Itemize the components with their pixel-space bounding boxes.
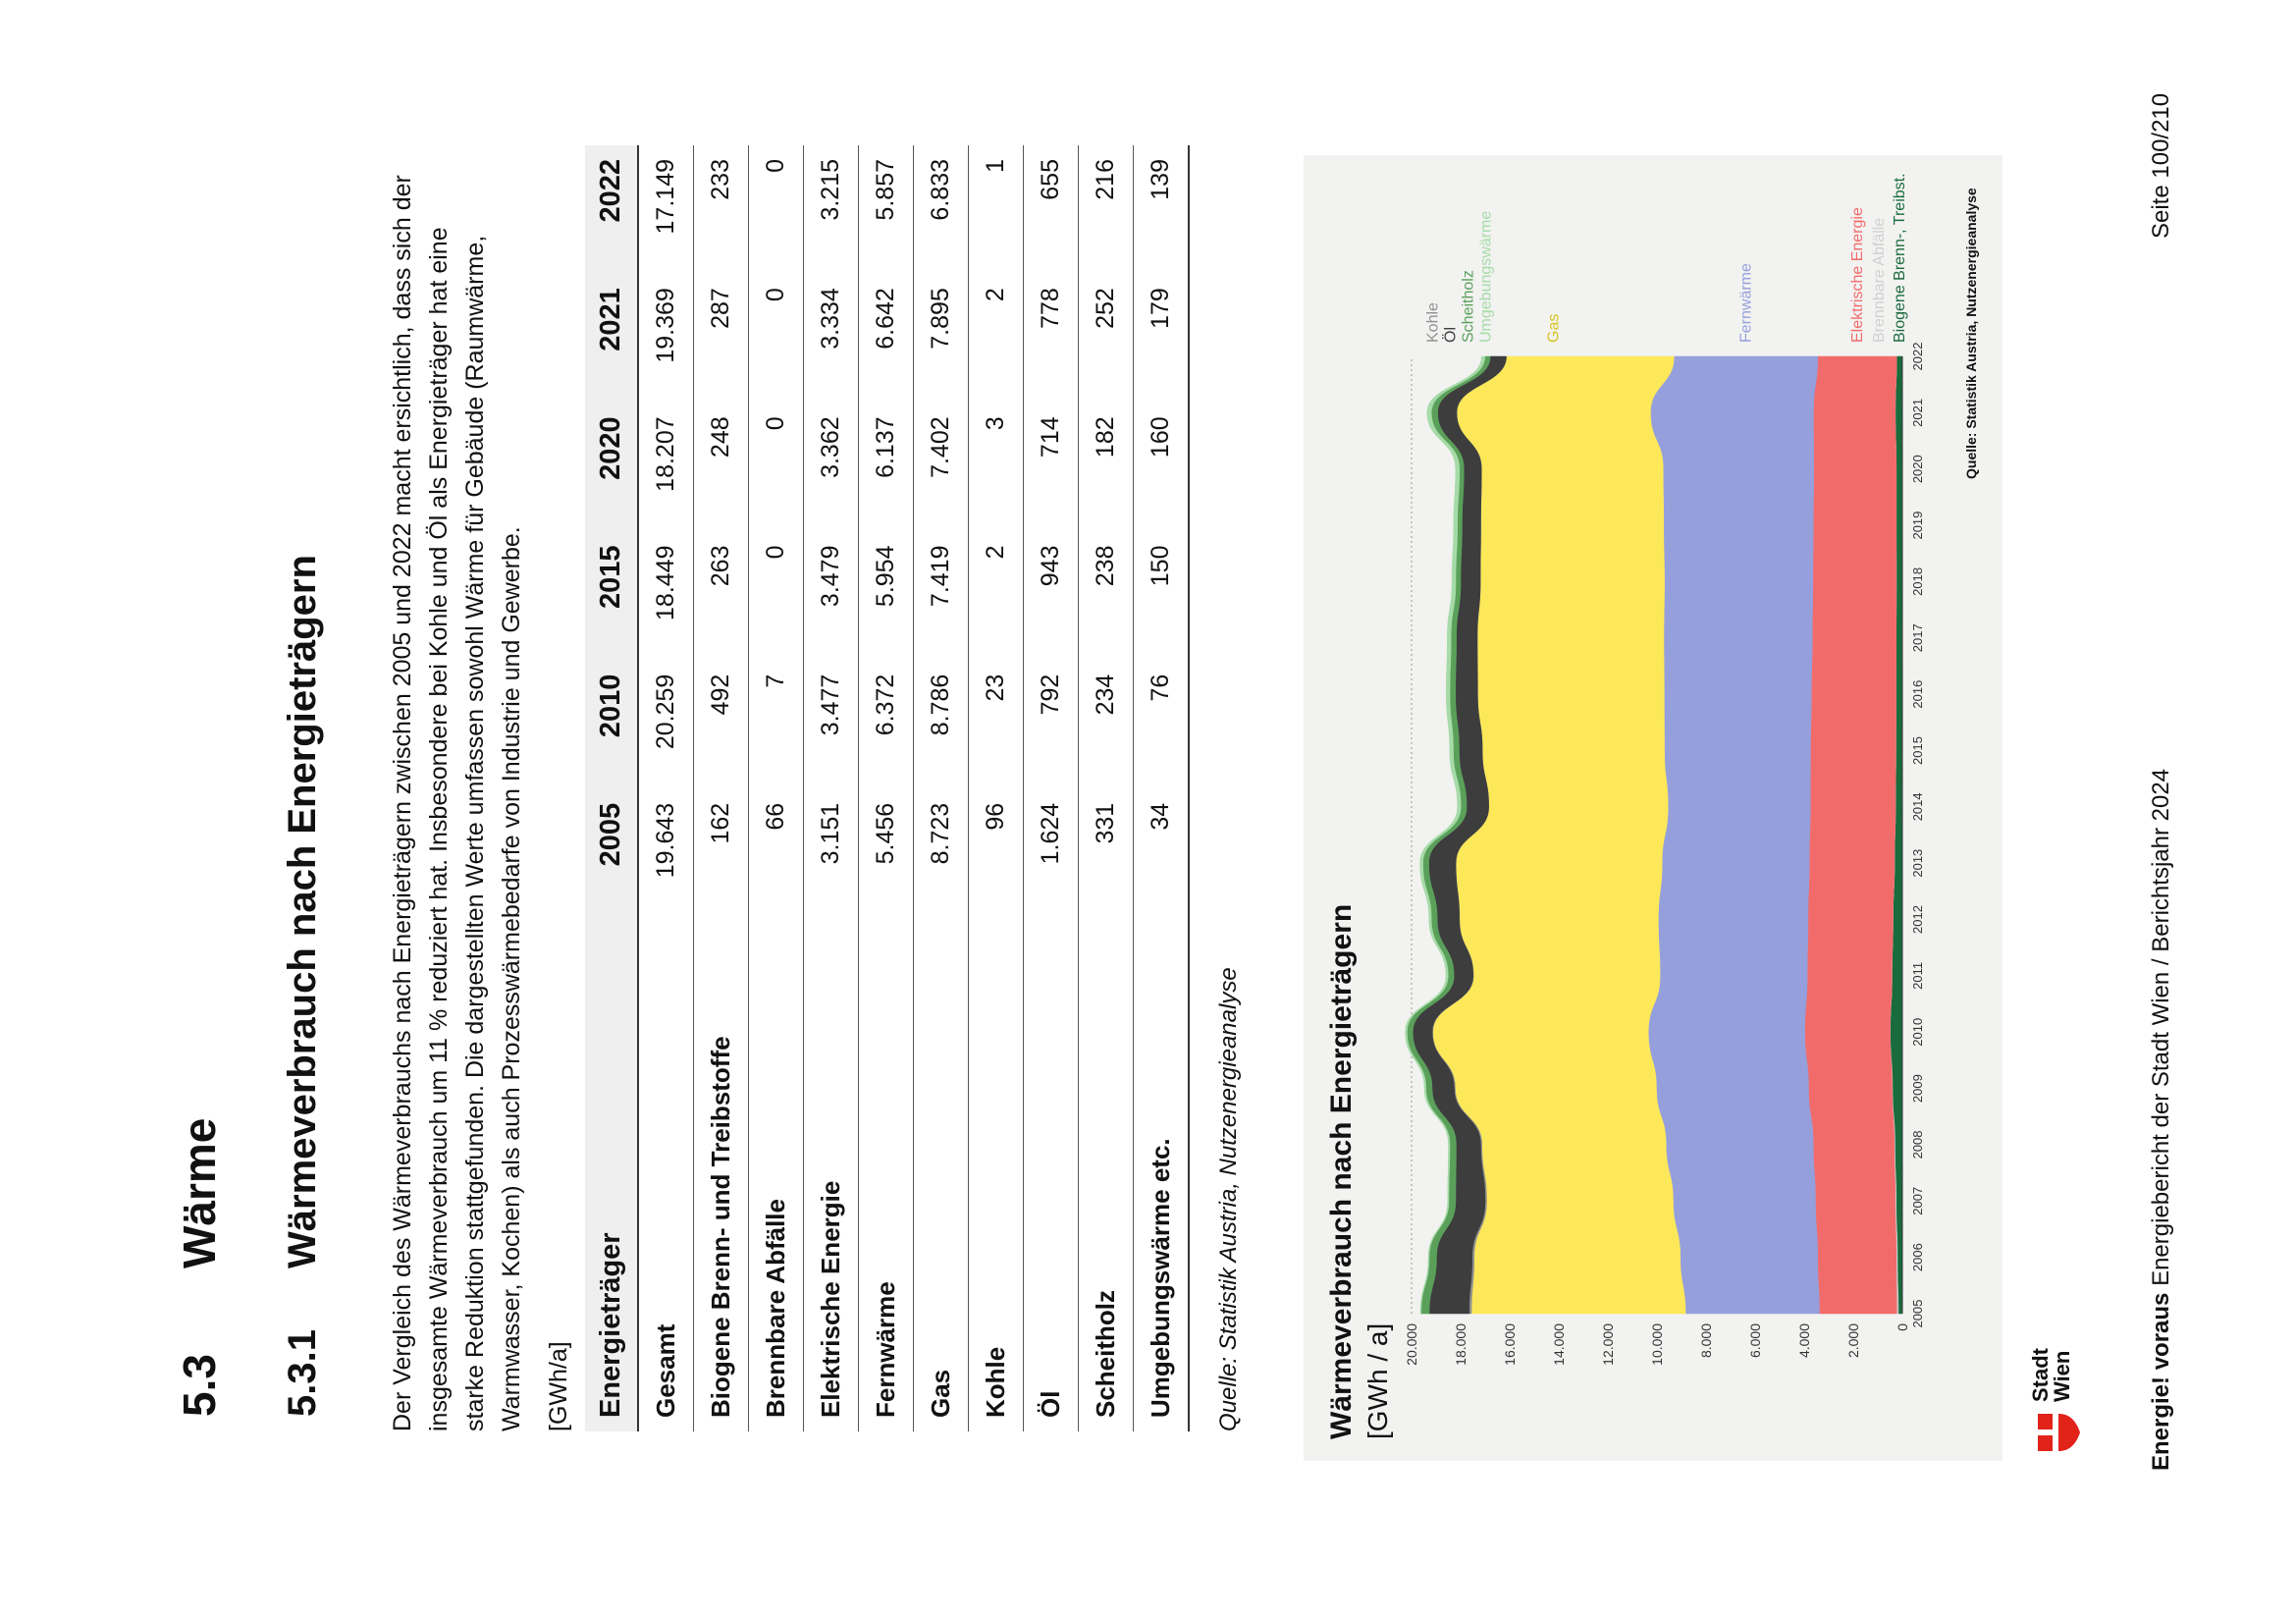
x-tick-label: 2010 <box>1910 1017 1925 1047</box>
footer <box>2148 769 2175 1471</box>
row-value: 5.456 <box>859 789 914 918</box>
legend-label: Gas <box>1545 313 1563 343</box>
y-tick-label: 8.000 <box>1698 1323 1714 1359</box>
row-value: 3 <box>969 403 1024 531</box>
row-value: 76 <box>1134 661 1190 789</box>
x-tick-label: 2019 <box>1910 511 1925 540</box>
x-tick-label: 2007 <box>1910 1186 1925 1215</box>
header-year: 2005 <box>585 789 638 918</box>
table-row <box>1079 145 1134 1431</box>
row-value: 179 <box>1134 274 1190 403</box>
row-value: 17.149 <box>638 145 694 274</box>
row-value: 331 <box>1079 789 1134 918</box>
table-row <box>1024 145 1079 1431</box>
row-label: Kohle <box>969 918 1024 1431</box>
row-value: 182 <box>1079 403 1134 531</box>
header-year: 2021 <box>585 274 638 403</box>
logo-line-1: Stadt <box>2028 1348 2053 1402</box>
row-label: Gesamt <box>638 918 694 1431</box>
row-value: 6.137 <box>859 403 914 531</box>
row-label: Brennbare Abfälle <box>749 918 804 1431</box>
row-value: 160 <box>1134 403 1190 531</box>
intro-paragraph: Der Vergleich des Wärmeverbrauchs nach Energieträgern zwischen 2005 und 2022 macht ersichtlich, dass sich der insgesamte Wärmeverbrauch um 11 % reduziert hat. Insbesondere bei Kohle und Öl als Energieträger hat eine starke Reduktion stattgefunden. Die dargestellten Werte umfassen sowohl Wärme für Gebäude (Raumwärme, Warmwasser, Kochen) als auch Prozesswärmebedarfe von Industrie und Gewerbe. <box>389 175 525 1431</box>
row-value: 0 <box>749 532 804 661</box>
row-label: Umgebungswärme etc. <box>1134 918 1190 1431</box>
row-value: 3.151 <box>804 789 859 918</box>
y-tick-label: 14.000 <box>1551 1323 1567 1366</box>
row-value: 139 <box>1134 145 1190 274</box>
row-label: Öl <box>1024 918 1079 1431</box>
row-label: Elektrische Energie <box>804 918 859 1431</box>
y-tick-label: 0 <box>1895 1323 1910 1331</box>
row-label: Scheitholz <box>1079 918 1134 1431</box>
x-tick-label: 2020 <box>1910 455 1925 484</box>
logo-line-2: Wien <box>2050 1350 2074 1402</box>
row-value: 7.402 <box>914 403 969 531</box>
row-value: 263 <box>694 532 749 661</box>
header-carrier: Energieträger <box>585 918 638 1431</box>
chart-source: Quelle: Statistik Austria, Nutzenergieanalyse <box>1963 188 1979 479</box>
row-label: Gas <box>914 918 969 1431</box>
header-year: 2020 <box>585 403 638 531</box>
table-body <box>638 145 1189 1431</box>
row-value: 3.215 <box>804 145 859 274</box>
table-row <box>804 145 859 1431</box>
row-value: 6.372 <box>859 661 914 789</box>
y-tick-label: 12.000 <box>1600 1323 1616 1366</box>
y-tick-label: 6.000 <box>1747 1323 1763 1359</box>
row-value: 234 <box>1079 661 1134 789</box>
row-value: 6.833 <box>914 145 969 274</box>
row-value: 943 <box>1024 532 1079 661</box>
row-value: 19.369 <box>638 274 694 403</box>
logo-text <box>2030 1348 2073 1402</box>
y-tick-label: 10.000 <box>1649 1323 1665 1366</box>
row-value: 714 <box>1024 403 1079 531</box>
row-value: 34 <box>1134 789 1190 918</box>
header-year: 2015 <box>585 532 638 661</box>
chart-title: Wärmeverbrauch nach Energieträgern <box>1325 903 1358 1439</box>
row-value: 8.723 <box>914 789 969 918</box>
row-value: 96 <box>969 789 1024 918</box>
row-value: 7.895 <box>914 274 969 403</box>
row-value: 0 <box>749 403 804 531</box>
row-label: Biogene Brenn- und Treibstoffe <box>694 918 749 1431</box>
row-value: 2 <box>969 274 1024 403</box>
row-value: 1.624 <box>1024 789 1079 918</box>
table-row <box>749 145 804 1431</box>
x-tick-label: 2013 <box>1910 848 1925 878</box>
section-number: 5.3 <box>174 1354 225 1417</box>
page-number: Seite 100/210 <box>2148 92 2174 239</box>
section-title: Wärme <box>174 1117 225 1268</box>
y-tick-label: 4.000 <box>1796 1323 1812 1359</box>
y-tick-label: 18.000 <box>1453 1323 1468 1366</box>
row-value: 233 <box>694 145 749 274</box>
legend-label: Brennbare Abfälle <box>1871 217 1889 343</box>
header-year: 2022 <box>585 145 638 274</box>
table-row <box>914 145 969 1431</box>
legend-label: Kohle <box>1424 302 1442 343</box>
row-value: 5.857 <box>859 145 914 274</box>
row-value: 162 <box>694 789 749 918</box>
row-value: 150 <box>1134 532 1190 661</box>
row-value: 238 <box>1079 532 1134 661</box>
x-tick-label: 2014 <box>1910 792 1925 822</box>
x-tick-label: 2012 <box>1910 905 1925 934</box>
y-tick-label: 20.000 <box>1404 1323 1419 1366</box>
row-value: 3.479 <box>804 532 859 661</box>
table-row <box>859 145 914 1431</box>
row-value: 778 <box>1024 274 1079 403</box>
row-value: 252 <box>1079 274 1134 403</box>
row-value: 7.419 <box>914 532 969 661</box>
area-series <box>1805 356 1897 1314</box>
row-value: 0 <box>749 274 804 403</box>
table-row <box>694 145 749 1431</box>
x-tick-label: 2005 <box>1910 1299 1925 1328</box>
subsection-title: Wärmeverbrauch nach Energieträgern <box>281 555 324 1268</box>
row-value: 655 <box>1024 145 1079 274</box>
row-label: Fernwärme <box>859 918 914 1431</box>
row-value: 248 <box>694 403 749 531</box>
row-value: 18.449 <box>638 532 694 661</box>
row-value: 18.207 <box>638 403 694 531</box>
row-value: 66 <box>749 789 804 918</box>
row-value: 7 <box>749 661 804 789</box>
row-value: 492 <box>694 661 749 789</box>
stadt-wien-logo-icon <box>2036 1412 2081 1453</box>
row-value: 3.362 <box>804 403 859 531</box>
x-tick-label: 2006 <box>1910 1243 1925 1272</box>
table-unit: [GWh/a] <box>545 1341 572 1431</box>
subsection-number: 5.3.1 <box>281 1329 324 1417</box>
chart-panel <box>1304 155 2002 1461</box>
legend-label: Elektrische Energie <box>1848 207 1866 343</box>
row-value: 3.477 <box>804 661 859 789</box>
legend-label: Umgebungswärme <box>1477 210 1495 343</box>
x-tick-label: 2018 <box>1910 566 1925 596</box>
row-value: 3.334 <box>804 274 859 403</box>
row-value: 216 <box>1079 145 1134 274</box>
x-tick-label: 2009 <box>1910 1074 1925 1104</box>
x-tick-label: 2016 <box>1910 679 1925 709</box>
legend-label: Fernwärme <box>1737 263 1755 343</box>
row-value: 8.786 <box>914 661 969 789</box>
energy-table <box>585 145 1190 1431</box>
row-value: 0 <box>749 145 804 274</box>
legend-label: Öl <box>1442 327 1460 343</box>
row-value: 1 <box>969 145 1024 274</box>
x-tick-label: 2015 <box>1910 736 1925 765</box>
row-value: 5.954 <box>859 532 914 661</box>
row-value: 20.259 <box>638 661 694 789</box>
table-row <box>969 145 1024 1431</box>
area-chart <box>1304 155 2002 1461</box>
header-year: 2010 <box>585 661 638 789</box>
footer-text: Energiebericht der Stadt Wien / Berichtsjahr 2024 <box>2148 768 2174 1286</box>
legend-label: Biogene Brenn-, Treibst. <box>1892 173 1909 343</box>
table-source: Quelle: Statistik Austria, Nutzenergieanalyse <box>1215 967 1242 1431</box>
x-tick-label: 2021 <box>1910 398 1925 427</box>
row-value: 19.643 <box>638 789 694 918</box>
row-value: 23 <box>969 661 1024 789</box>
x-tick-label: 2017 <box>1910 623 1925 653</box>
x-tick-label: 2022 <box>1910 342 1925 371</box>
row-value: 792 <box>1024 661 1079 789</box>
x-tick-label: 2008 <box>1910 1130 1925 1160</box>
row-value: 2 <box>969 532 1024 661</box>
legend-label: Scheitholz <box>1460 270 1477 343</box>
row-value: 6.642 <box>859 274 914 403</box>
table-row <box>1134 145 1190 1431</box>
area-series <box>1648 356 1819 1314</box>
y-tick-label: 2.000 <box>1845 1323 1861 1359</box>
table-row <box>638 145 694 1431</box>
footer-brand: Energie! voraus <box>2148 1292 2174 1471</box>
chart-unit: [GWh / a] <box>1362 1322 1393 1439</box>
y-tick-label: 16.000 <box>1502 1323 1518 1366</box>
table-header-row <box>585 145 638 1431</box>
x-tick-label: 2011 <box>1910 961 1925 990</box>
row-value: 287 <box>694 274 749 403</box>
